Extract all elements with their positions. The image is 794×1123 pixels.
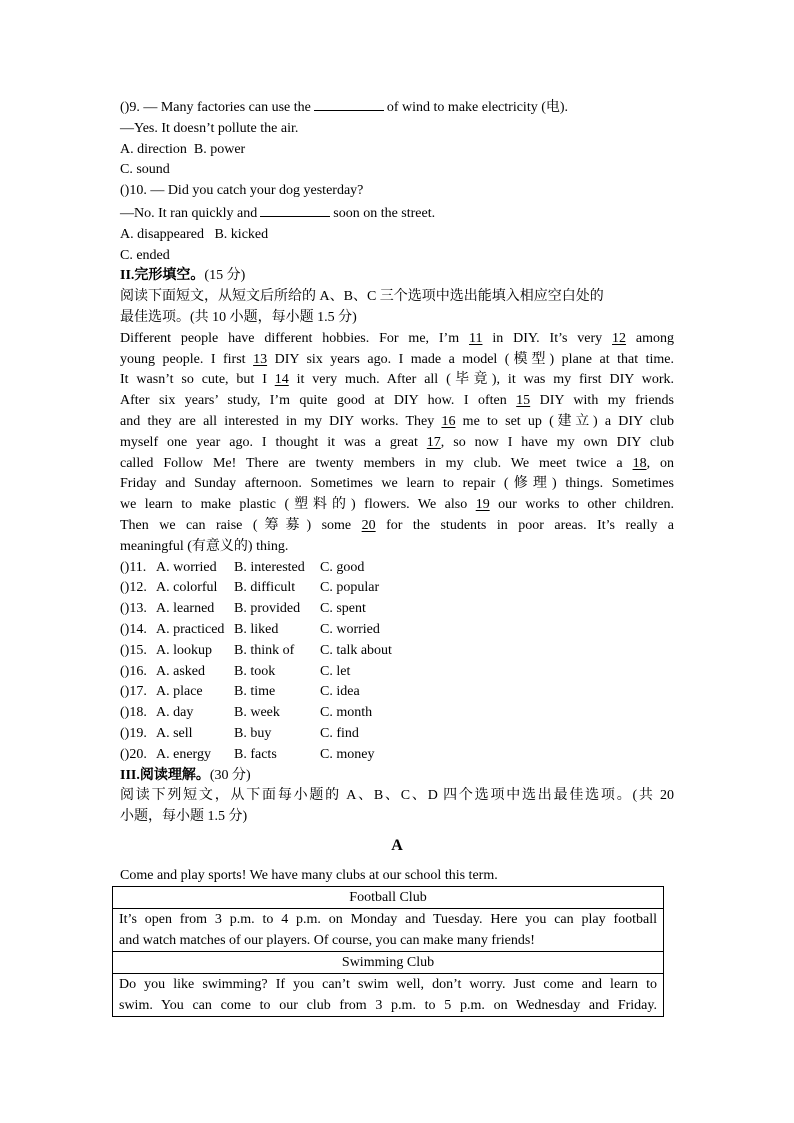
cloze-option-a[interactable]: A. place (156, 684, 203, 700)
cloze-passage-text: our works to other children. (489, 497, 674, 513)
cloze-option-c[interactable]: C. talk about (320, 642, 392, 658)
cloze-passage-line (120, 474, 674, 495)
cloze-option-b[interactable]: B. liked (234, 621, 279, 637)
q10-option-b[interactable]: B. kicked (214, 226, 269, 242)
q9-option-a[interactable]: A. direction (120, 141, 187, 157)
cloze-blank-number[interactable]: 12 (612, 330, 627, 346)
cloze-question-number: ()17. (120, 684, 147, 700)
cloze-blank-number[interactable]: 14 (274, 372, 289, 388)
cloze-option-b[interactable]: B. week (234, 705, 280, 721)
cloze-question-row (120, 682, 674, 703)
q9-stem (120, 96, 674, 119)
cloze-passage-text: called Follow Me! There are twenty members in my club. We meet twice a (120, 455, 633, 471)
cloze-passage-text: young people. I first (120, 351, 254, 367)
cloze-question-number: ()16. (120, 663, 147, 679)
cloze-blank-number[interactable]: 13 (253, 351, 268, 367)
q9-options-ab (120, 140, 674, 161)
cloze-passage-text: we learn to make plastic (塑料的) flowers. We also (120, 497, 476, 513)
cloze-passage-text: myself one year ago. I thought it was a great (120, 434, 427, 450)
q10-stem: ()10. — Did you catch your dog yesterday? (120, 183, 364, 199)
cloze-option-b[interactable]: B. difficult (234, 580, 296, 596)
cloze-option-c[interactable]: C. good (320, 559, 365, 575)
q10-blank[interactable] (260, 202, 330, 217)
cloze-question-row (120, 620, 674, 641)
cloze-passage-text: among (626, 330, 674, 346)
cloze-blank-number[interactable]: 18 (632, 455, 647, 471)
cloze-passage-line (120, 495, 674, 516)
cloze-option-a[interactable]: A. sell (156, 725, 193, 741)
q9-reply: —Yes. It doesn’t pollute the air. (120, 120, 299, 136)
club-name-swimming: Swimming Club (113, 952, 664, 974)
cloze-option-a[interactable]: A. practiced (156, 621, 225, 637)
cloze-passage-line (120, 516, 674, 537)
q9-option-c[interactable]: C. sound (120, 162, 170, 178)
cloze-question-row (120, 558, 674, 579)
cloze-passage-line (120, 454, 674, 475)
cloze-option-c[interactable]: C. let (320, 663, 351, 679)
cloze-option-a[interactable]: A. energy (156, 746, 211, 762)
cloze-blank-number[interactable]: 15 (516, 393, 531, 409)
reading-heading-score: (30 分) (209, 767, 251, 783)
cloze-questions (120, 558, 674, 766)
cloze-passage-text: for the students in poor areas. It’s really a (375, 517, 675, 533)
cloze-option-a[interactable]: A. day (156, 705, 194, 721)
cloze-passage-text: , so now I have my own DIY club (440, 434, 674, 450)
cloze-question-number: ()14. (120, 621, 147, 637)
cloze-passage-last-line: meaningful (有意义的) thing. (120, 538, 289, 554)
club-name-football: Football Club (113, 887, 664, 909)
cloze-option-b[interactable]: B. took (234, 663, 276, 679)
reading-heading (120, 766, 674, 787)
cloze-question-row (120, 641, 674, 662)
cloze-passage-text: Friday and Sunday afternoon. Sometimes we learn to repair (修理) things. Sometimes (120, 476, 674, 492)
reading-section-a-title: A (391, 837, 403, 854)
club-desc-swimming-line-2: swim. You can come to our club from 3 p.m. to 5 p.m. on Wednesday and Friday. (119, 998, 657, 1013)
cloze-option-b[interactable]: B. buy (234, 725, 272, 741)
cloze-option-b[interactable]: B. time (234, 684, 276, 700)
cloze-blank-number[interactable]: 20 (361, 517, 376, 533)
cloze-blank-number[interactable]: 19 (475, 497, 490, 513)
cloze-question-number: ()20. (120, 746, 147, 762)
cloze-passage-text: DIY with my friends (530, 393, 674, 409)
q10-option-c[interactable]: C. ended (120, 247, 170, 263)
cloze-option-c[interactable]: C. money (320, 746, 375, 762)
cloze-passage-line (120, 412, 674, 433)
cloze-passage-text: it very much. After all (毕竟), it was my first DIY work. (288, 372, 674, 388)
cloze-option-b[interactable]: B. facts (234, 746, 277, 762)
cloze-passage (120, 329, 674, 537)
cloze-question-number: ()13. (120, 601, 147, 617)
cloze-passage-text: After six years’ study, I’m quite good at DIY how. I often (120, 393, 517, 409)
cloze-passage-line (120, 370, 674, 391)
cloze-passage-text: , on (646, 455, 674, 471)
exam-page (120, 96, 674, 828)
cloze-question-number: ()19. (120, 725, 147, 741)
cloze-passage-text: Different people have different hobbies. For me, I’m (120, 330, 469, 346)
cloze-option-c[interactable]: C. month (320, 705, 373, 721)
cloze-passage-text: and they are all interested in my DIY works. They (120, 413, 442, 429)
club-desc-football-line-2: and watch matches of our players. Of course, you can make many friends! (119, 933, 535, 948)
club-desc-football (113, 909, 664, 952)
cloze-blank-number[interactable]: 17 (426, 434, 441, 450)
cloze-instruction-1: 阅读下面短文，从短文后所给的 A、B、C 三个选项中选出能填入相应空白处的 (120, 289, 604, 305)
reading-instruction-1: 阅读下列短文，从下面每小题的 A、B、C、D 四个选项中选出最佳选项。(共 20 (120, 788, 674, 804)
cloze-question-number: ()11. (120, 559, 147, 575)
reading-instruction-2: 小题，每小题 1.5 分) (120, 809, 248, 825)
cloze-passage-text: me to set up (建立) a DIY club (455, 413, 674, 429)
cloze-heading (120, 266, 674, 287)
cloze-passage-text: in DIY. It’s very (482, 330, 613, 346)
q10-reply (120, 202, 674, 225)
cloze-question-number: ()15. (120, 642, 147, 658)
q10-reply-post: soon on the street. (333, 205, 436, 221)
cloze-option-b[interactable]: B. interested (234, 559, 305, 575)
cloze-option-c[interactable]: C. worried (320, 621, 380, 637)
cloze-question-row (120, 662, 674, 683)
cloze-option-a[interactable]: A. colorful (156, 580, 218, 596)
cloze-question-row (120, 578, 674, 599)
cloze-option-a[interactable]: A. worried (156, 559, 217, 575)
cloze-passage-line (120, 329, 674, 350)
cloze-question-row (120, 724, 674, 745)
cloze-question-row (120, 703, 674, 724)
clubs-table (112, 886, 664, 1017)
cloze-option-c[interactable]: C. spent (320, 601, 366, 617)
cloze-question-number: ()12. (120, 580, 147, 596)
cloze-option-c[interactable]: C. popular (320, 580, 380, 596)
cloze-option-a[interactable]: A. learned (156, 601, 215, 617)
q9-stem-pre: ()9. — Many factories can use the (120, 100, 311, 115)
club-desc-football-line-1: It’s open from 3 p.m. to 4 p.m. on Monday and Tuesday. Here you can play football (119, 912, 657, 927)
cloze-option-a[interactable]: A. lookup (156, 642, 212, 658)
cloze-passage-text: Then we can raise (筹募) some (120, 517, 362, 533)
cloze-passage-text: DIY six years ago. I made a model (模型) plane at that time. (267, 351, 675, 367)
cloze-passage-text: It wasn’t so cute, but I (120, 372, 275, 388)
reading-intro: Come and play sports! We have many clubs at our school this term. (120, 868, 498, 883)
cloze-option-a[interactable]: A. asked (156, 663, 205, 679)
q9-blank[interactable] (314, 96, 384, 111)
q9-stem-post: of wind to make electricity (电). (386, 100, 569, 115)
club-desc-swimming-line-1: Do you like swimming? If you can’t swim well, don’t worry. Just come and learn to (119, 977, 657, 992)
cloze-question-row (120, 745, 674, 766)
q10-option-a[interactable]: A. disappeared (120, 226, 204, 242)
cloze-instruction-2: 最佳选项。(共 10 小题，每小题 1.5 分) (120, 309, 357, 325)
cloze-option-c[interactable]: C. find (320, 725, 359, 741)
q9-option-b[interactable]: B. power (193, 141, 246, 157)
cloze-option-c[interactable]: C. idea (320, 684, 360, 700)
cloze-question-row (120, 599, 674, 620)
q10-reply-pre: —No. It ran quickly and (120, 205, 258, 221)
cloze-passage-line (120, 433, 674, 454)
cloze-passage-line (120, 350, 674, 371)
q10-options-ab (120, 225, 674, 246)
club-desc-swimming (113, 974, 664, 1017)
cloze-passage-line (120, 391, 674, 412)
cloze-heading-title: II.完形填空。 (120, 268, 205, 284)
reading-heading-title: III.阅读理解。 (120, 767, 210, 783)
cloze-blank-number[interactable]: 11 (468, 330, 483, 346)
cloze-option-b[interactable]: B. provided (234, 601, 301, 617)
cloze-heading-score: (15 分) (204, 268, 246, 284)
cloze-question-number: ()18. (120, 705, 147, 721)
cloze-option-b[interactable]: B. think of (234, 642, 295, 658)
cloze-blank-number[interactable]: 16 (441, 413, 456, 429)
